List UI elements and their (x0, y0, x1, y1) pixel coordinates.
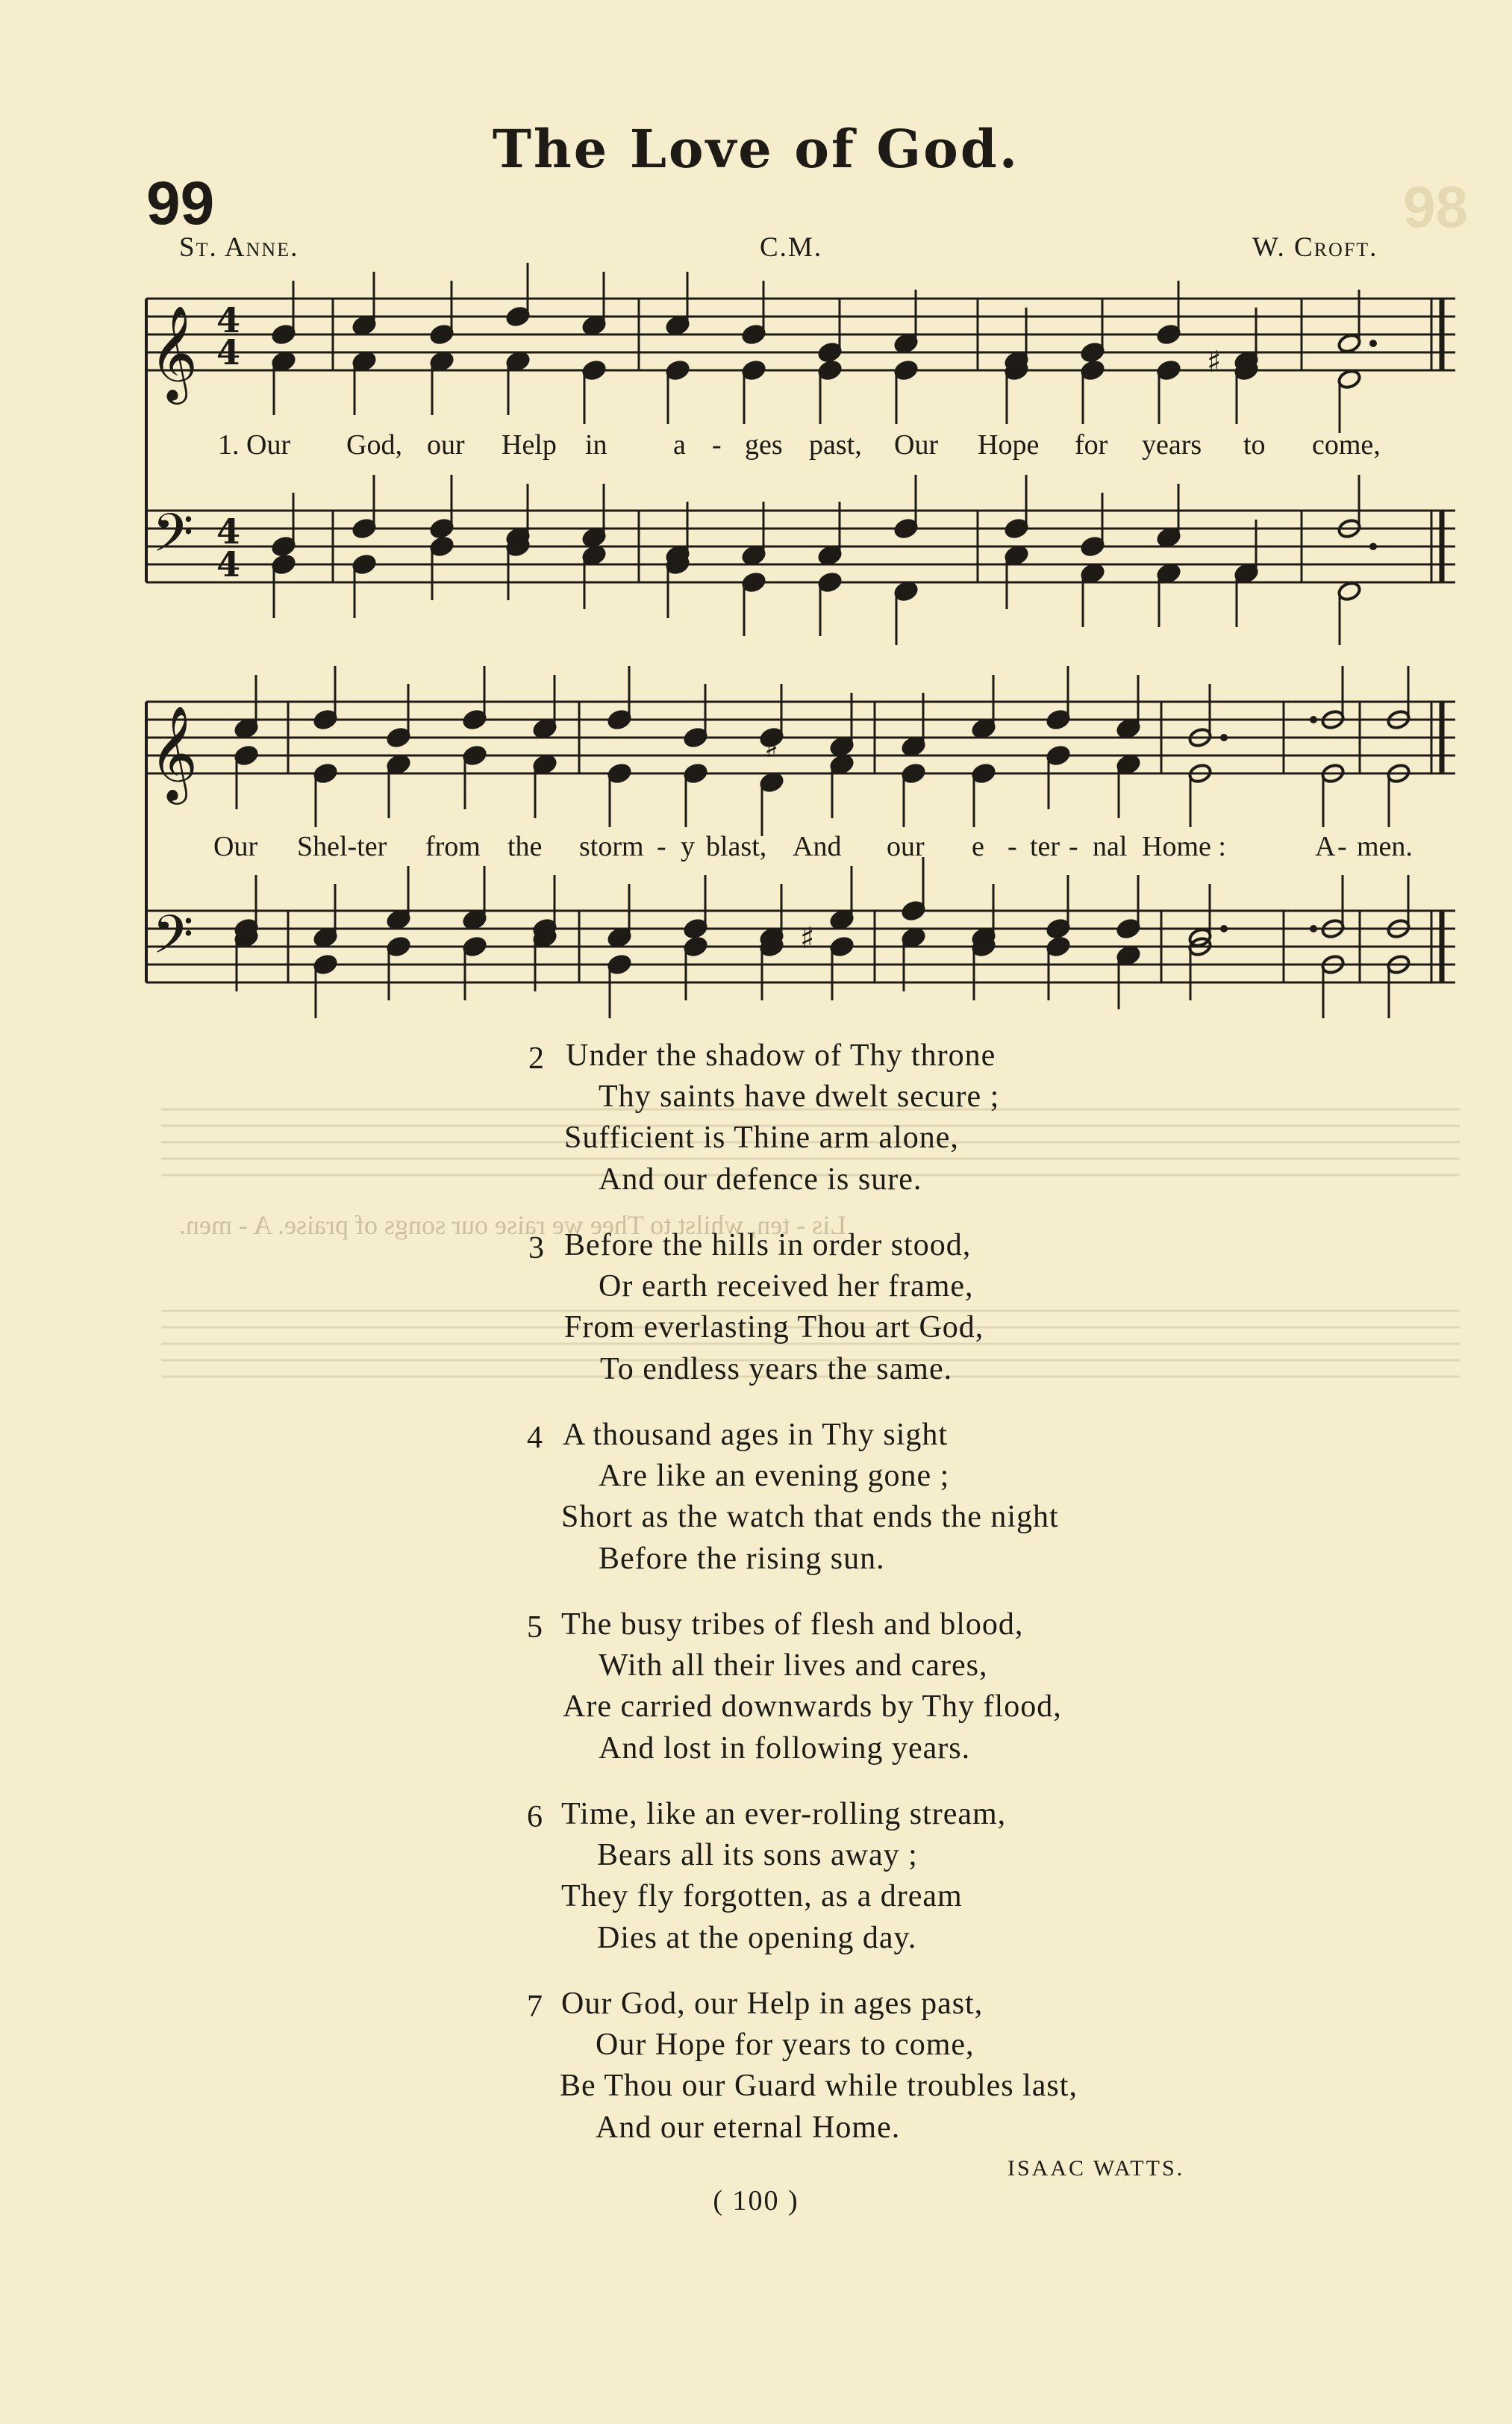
verse-line: Short as the watch that ends the night (561, 1500, 1059, 1534)
lyric-word: our (427, 429, 465, 461)
verse-line: A thousand ages in Thy sight (563, 1418, 949, 1452)
bass-clef-icon: 𝄢 (152, 904, 194, 979)
verse-line: Time, like an ever-rolling stream, (561, 1797, 1007, 1831)
lyric-word: to (1243, 429, 1266, 461)
lyric-word: years (1142, 429, 1202, 461)
lyric-word: in (585, 429, 607, 461)
lyric-word: Home : (1142, 831, 1226, 862)
verse-line: And lost in following years. (599, 1731, 971, 1766)
dot-icon (1369, 340, 1377, 347)
lyric-word: men. (1357, 831, 1413, 862)
verse-line: Thy saints have dwelt secure ; (599, 1079, 1000, 1114)
lyric-word: come, (1312, 429, 1381, 461)
dot-icon (1220, 734, 1228, 741)
sharp-icon: ♯ (764, 730, 779, 764)
sharp-icon: ♯ (800, 921, 815, 956)
verse-line: Or earth received her frame, (599, 1269, 974, 1303)
verse-line: And our defence is sure. (599, 1162, 922, 1197)
verse-line: Are like an evening gone ; (599, 1459, 950, 1493)
music-score (0, 0, 1512, 1045)
lyric-word: God, (346, 429, 402, 461)
verse-line: Before the hills in order stood, (564, 1228, 972, 1262)
hymn-number: 99 (146, 169, 215, 237)
verse-line: Before the rising sun. (599, 1542, 885, 1576)
composer: W. Croft. (1252, 232, 1378, 263)
lyric-word: Our (213, 831, 258, 862)
lyric-word: A (1315, 831, 1336, 862)
time-signature-top: 4 (216, 300, 241, 340)
lyric-word: Help (502, 429, 557, 461)
dot-icon (1310, 716, 1317, 723)
verse-line: Our God, our Help in ages past, (561, 1987, 984, 2021)
meter: C.M. (760, 232, 823, 263)
lyric-hyphen: - (1337, 831, 1347, 862)
verse-number: 5 (527, 1610, 543, 1645)
lyric-hyphen: - (1008, 831, 1017, 862)
lyric-word: a (673, 429, 686, 461)
lyric-word: Our (894, 429, 939, 461)
verse-line: Our Hope for years to come, (596, 2028, 975, 2062)
tune-name: St. Anne. (179, 232, 299, 263)
lyric-word: for (1075, 429, 1108, 461)
time-signature-top: 4 (216, 511, 241, 552)
lyric-word: Hope (978, 429, 1040, 461)
lyric-word: past, (809, 429, 862, 461)
lyric-word: the (507, 831, 543, 862)
dot-icon (1220, 925, 1228, 932)
lyric-word: nal (1093, 831, 1128, 862)
lyric-word: 1. Our (218, 429, 291, 461)
show-through-lyrics: Lis - ten, whilst to Thee we raise our songs of praise. A - men. (179, 1210, 847, 1240)
verse-number: 3 (528, 1231, 545, 1265)
verse-number: 7 (527, 1990, 543, 2024)
verse-number: 2 (528, 1041, 545, 1076)
treble-clef-icon: 𝄞 (149, 705, 199, 800)
time-signature-bottom: 4 (216, 544, 241, 585)
verse-line: With all their lives and cares, (599, 1648, 988, 1683)
bass-clef-icon: 𝄢 (152, 502, 194, 577)
verse-line: Under the shadow of Thy throne (566, 1038, 996, 1073)
verse-number: 4 (527, 1421, 543, 1455)
verse-line: To endless years the same. (600, 1352, 953, 1386)
show-through-number: 98 (1403, 174, 1468, 240)
lyric-word: y (681, 831, 695, 862)
verse-number: 6 (527, 1800, 543, 1834)
lyric-word: ter (1030, 831, 1060, 862)
author-credit: ISAAC WATTS. (1008, 2156, 1185, 2181)
sharp-icon: ♯ (1207, 345, 1222, 379)
lyric-word: ges (745, 429, 783, 461)
time-signature-bottom: 4 (216, 332, 241, 373)
page-number: ( 100 ) (713, 2185, 799, 2216)
verse-line: Are carried downwards by Thy flood, (563, 1689, 1062, 1724)
verse-line: Be Thou our Guard while troubles last, (560, 2069, 1078, 2103)
verse-line: And our eternal Home. (596, 2110, 901, 2145)
lyric-hyphen: - (712, 429, 722, 461)
lyric-word: storm (579, 831, 644, 862)
dot-icon (1369, 543, 1377, 550)
lyric-word: And (793, 831, 842, 862)
hymn-title: The Love of God. (492, 118, 1020, 180)
verse-line: The busy tribes of flesh and blood, (561, 1607, 1024, 1642)
treble-clef-icon: 𝄞 (149, 305, 199, 400)
verse-line: From everlasting Thou art God, (564, 1310, 984, 1345)
lyric-word: e (972, 831, 984, 862)
dot-icon (1310, 925, 1317, 932)
lyric-word: blast, (706, 831, 767, 862)
lyric-hyphen: - (1069, 831, 1078, 862)
verse-line: Dies at the opening day. (597, 1921, 917, 1955)
lyric-word: from (425, 831, 481, 862)
lyric-word: our (887, 831, 925, 862)
verse-line: Sufficient is Thine arm alone, (564, 1121, 959, 1155)
verse-line: Bears all its sons away ; (597, 1838, 918, 1872)
lyric-word: Shel-ter (297, 831, 387, 862)
verse-line: They fly forgotten, as a dream (561, 1879, 963, 1913)
lyric-hyphen: - (657, 831, 666, 862)
